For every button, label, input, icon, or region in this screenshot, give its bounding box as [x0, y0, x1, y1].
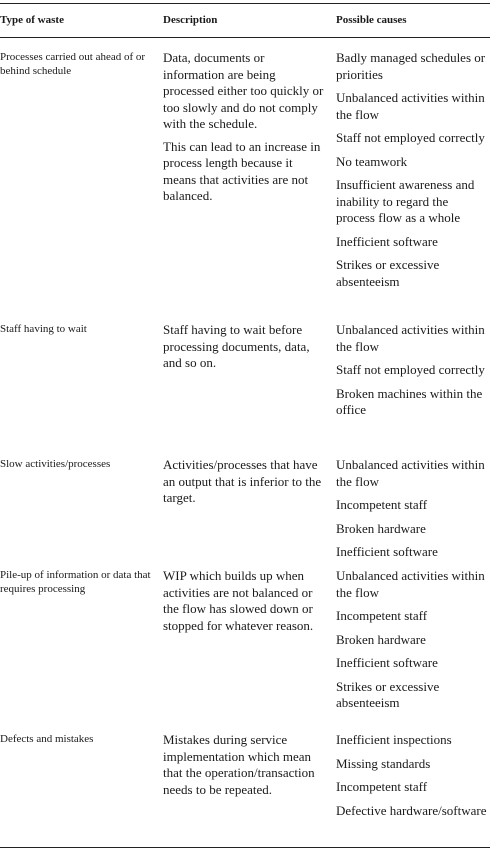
cause-item: Inefficient software [336, 655, 438, 670]
table-top-rule [0, 3, 490, 4]
cause-item: Staff not employed correctly [336, 362, 485, 377]
cause-item: Broken hardware [336, 631, 426, 647]
cause-item: Staff not employed correctly [336, 130, 485, 145]
cause-item: Incompetent staff [336, 497, 428, 512]
cause-item: Broken machines within the office [336, 385, 483, 417]
column-header-description: Description [163, 14, 218, 26]
description-cell [163, 568, 329, 640]
description-paragraph: This can lead to an increase in process length because it means that activities are not balanced. [163, 138, 321, 203]
waste-type-cell: Processes carried out ahead of or behind schedule [0, 51, 146, 77]
column-header-type: Type of waste [0, 14, 64, 26]
cause-item: Inefficient software [336, 544, 438, 559]
causes-cell [336, 568, 490, 719]
causes-cell [336, 50, 490, 297]
waste-type-cell: Defects and mistakes [0, 733, 94, 745]
table-header-rule [0, 37, 490, 38]
causes-cell [336, 457, 490, 568]
description-cell [163, 457, 329, 513]
description-paragraph: WIP which builds up when activities are not balanced or the flow has slowed down or stopped for whatever reason. [163, 568, 314, 633]
cause-item: Inefficient software [336, 233, 438, 249]
cause-item: Missing standards [336, 755, 431, 771]
cause-item: Unbalanced activities within the flow [336, 322, 485, 354]
description-paragraph: Data, documents or information are being processed either too quickly or too slowly and do not comply with the schedule. [163, 50, 324, 131]
cause-item: Unbalanced activities within the flow [336, 90, 485, 122]
description-cell [163, 732, 329, 804]
cause-item: No teamwork [336, 153, 408, 169]
cause-item: Strikes or excessive absenteeism [336, 678, 440, 710]
waste-type-cell: Slow activities/processes [0, 458, 111, 470]
description-paragraph: Activities/processes that have an output that is inferior to the target. [163, 457, 322, 505]
cause-item: Unbalanced activities within the flow [336, 568, 485, 600]
cause-item: Inefficient inspections [336, 732, 452, 747]
cause-item: Defective hardware/software [336, 802, 487, 818]
causes-cell [336, 322, 490, 426]
cause-item: Strikes or excessive absenteeism [336, 257, 440, 289]
table-bottom-rule [0, 847, 490, 848]
description-cell [163, 322, 329, 378]
cause-item: Incompetent staff [336, 779, 428, 794]
description-paragraph: Staff having to wait before processing documents, data, and so on. [163, 322, 310, 370]
description-cell [163, 50, 329, 211]
cause-item: Badly managed schedules or priorities [336, 50, 486, 82]
cause-item: Incompetent staff [336, 608, 428, 623]
cause-item: Unbalanced activities within the flow [336, 457, 485, 489]
causes-cell [336, 732, 490, 826]
cause-item: Insufficient awareness and inability to regard the process flow as a whole [336, 177, 475, 225]
waste-type-cell: Pile-up of information or data that requires processing [0, 569, 151, 595]
column-header-causes: Possible causes [336, 14, 407, 26]
waste-type-cell: Staff having to wait [0, 323, 87, 335]
description-paragraph: Mistakes during service implementation which mean that the operation/transaction needs to be repeated. [163, 732, 315, 797]
cause-item: Broken hardware [336, 520, 426, 536]
